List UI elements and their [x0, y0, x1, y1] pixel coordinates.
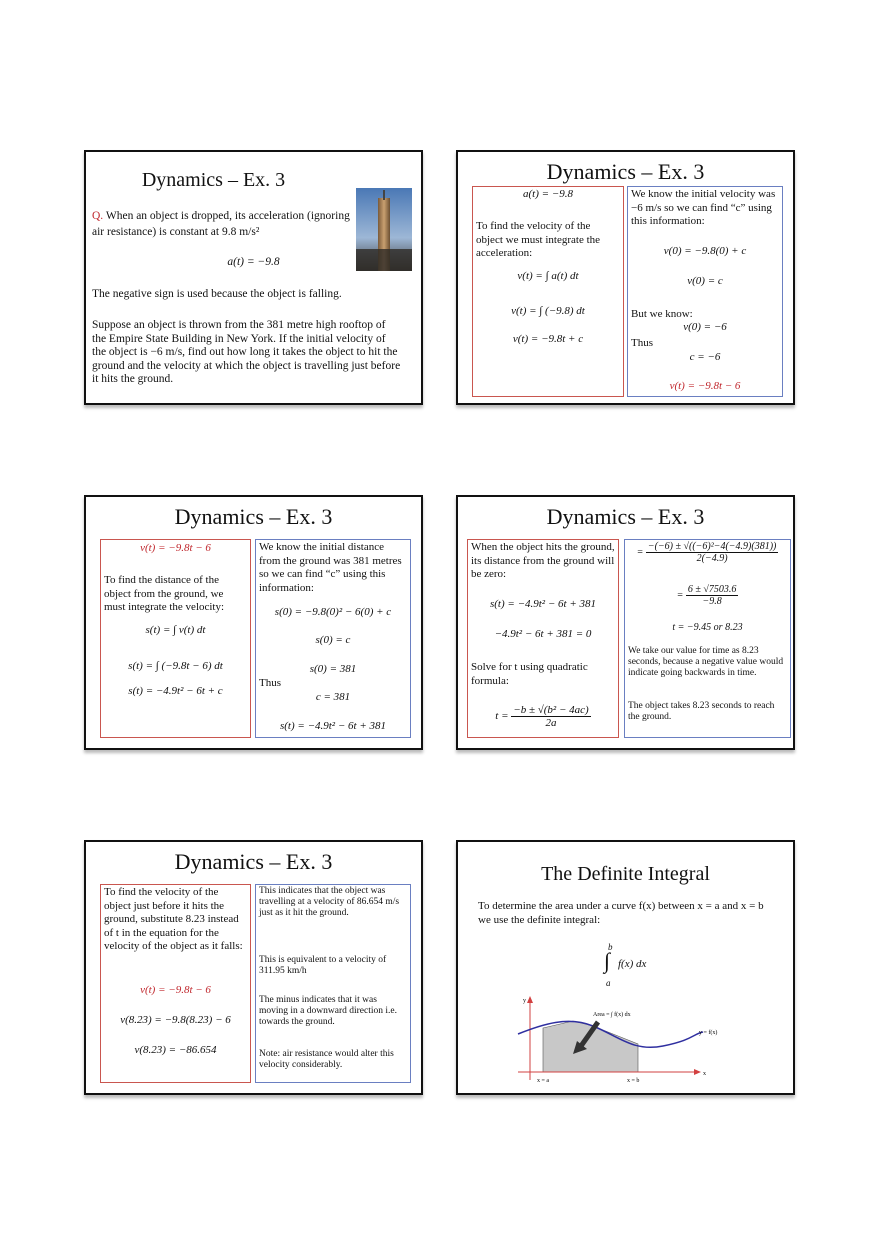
- acceleration-equation: a(t) = −9.8: [227, 256, 280, 268]
- explanation-text: When the object hits the ground, its distance from the ground will be zero:: [471, 541, 615, 580]
- left-panel: [467, 539, 619, 738]
- slide-1: [84, 150, 423, 405]
- slide-title: Dynamics – Ex. 3: [546, 159, 705, 184]
- equation: s(t) = −4.9t² − 6t + 381: [279, 720, 386, 732]
- explanation-text: We know the initial distance from the ground was 381 metres so we can find “c” using this information:: [259, 541, 402, 594]
- explanation-text: Thus: [631, 337, 653, 349]
- equation: s(t) = −4.9t² − 6t + c: [128, 685, 223, 697]
- slide-title: Dynamics – Ex. 3: [546, 504, 705, 529]
- left-panel: [100, 539, 251, 738]
- equation: v(8.23) = −86.654: [134, 1044, 217, 1056]
- numerator: −b ± √(b² − 4ac): [513, 704, 589, 716]
- numerator: −(−6) ± √((−6)²−4(−4.9)(381)): [647, 541, 777, 552]
- area-label: Area = ∫ f(x) dx: [593, 1012, 631, 1018]
- equation: t = −9.45 or 8.23: [672, 622, 743, 633]
- question-label: Q.: [92, 210, 104, 222]
- x-equals-a-label: x = a: [537, 1078, 550, 1084]
- left-panel: [472, 186, 624, 397]
- equation: v(t) = −9.8t − 6: [140, 984, 211, 996]
- definite-integral-formula: [602, 942, 662, 990]
- x-equals-b-label: x = b: [627, 1078, 640, 1084]
- equation: s(t) = −4.9t² − 6t + 381: [489, 598, 596, 610]
- explanation-text: To find the velocity of the object we must integrate the acceleration:: [476, 220, 601, 259]
- slide-title: The Definite Integral: [541, 863, 710, 885]
- equation: v(t) = −9.8t − 6: [140, 542, 211, 554]
- explanation-text: To determine the area under a curve f(x) between x = a and x = b we use the definite integral:: [478, 900, 764, 926]
- equation: [625, 541, 790, 564]
- slide-title: Dynamics – Ex. 3: [174, 849, 333, 874]
- upper-limit: b: [608, 942, 613, 952]
- right-panel: [255, 539, 411, 738]
- explanation-text: This is equivalent to a velocity of 311.95 km/h: [259, 955, 387, 976]
- left-panel: [100, 884, 251, 1083]
- equation: −4.9t² − 6t + 381 = 0: [494, 628, 592, 640]
- equation: v(t) = ∫ a(t) dt: [517, 270, 579, 282]
- equation-lhs: =: [676, 589, 684, 601]
- result-equation: v(t) = −9.8t − 6: [669, 380, 741, 392]
- slide-6: [456, 840, 795, 1095]
- area-under-curve-graph: [513, 994, 753, 1084]
- explanation-text: We know the initial velocity was −6 m/s so we can find “c” using this information:: [631, 188, 776, 227]
- equation: v(0) = −6: [683, 321, 727, 333]
- slide-3: [84, 495, 423, 750]
- question-text: When an object is dropped, its acceleration (ignoring air resistance) is constant at 9.8 m/s²: [92, 210, 350, 238]
- explanation-text: To find the distance of the object from the ground, we must integrate the velocity:: [104, 574, 225, 613]
- curve-label: y = f(x): [699, 1030, 718, 1036]
- integrand: f(x) dx: [618, 958, 647, 970]
- numerator: 6 ± √7503.6: [687, 584, 737, 595]
- slide-2: [456, 150, 795, 405]
- slide-5: [84, 840, 423, 1095]
- denominator: 2(−4.9): [696, 553, 728, 564]
- equation: v(t) = −9.8t + c: [512, 333, 584, 345]
- equation: v(0) = c: [687, 275, 723, 287]
- equation: v(8.23) = −9.8(8.23) − 6: [120, 1014, 231, 1026]
- integral-sign: ∫: [604, 948, 611, 973]
- equation: s(0) = 381: [309, 663, 357, 675]
- x-axis-label: x: [703, 1071, 706, 1077]
- equation: s(t) = ∫ v(t) dt: [145, 624, 206, 636]
- equation-lhs: t =: [495, 710, 509, 723]
- equation: a(t) = −9.8: [523, 188, 573, 200]
- equation: c = 381: [315, 691, 351, 703]
- denominator: 2a: [545, 717, 557, 729]
- explanation-text: We take our value for time as 8.23 seconds, because a negative value would indicate going backwards in time.: [628, 646, 784, 678]
- right-panel: [627, 186, 783, 397]
- explanation-text: The minus indicates that it was moving in a downward direction i.e. towards the ground.: [259, 995, 397, 1027]
- slide-title: Dynamics – Ex. 3: [141, 169, 286, 191]
- explanation-text: But we know:: [631, 308, 693, 320]
- equation-lhs: =: [636, 546, 644, 558]
- y-axis-label: y: [523, 998, 526, 1004]
- explanation-text: This indicates that the object was travelling at a velocity of 86.654 m/s just as it hit the ground.: [259, 886, 400, 918]
- equation: v(t) = ∫ (−9.8) dt: [511, 305, 585, 317]
- explanation-text: Solve for t using quadratic formula:: [471, 661, 588, 687]
- equation: s(t) = ∫ (−9.8t − 6) dt: [128, 660, 223, 672]
- right-panel: [624, 539, 791, 738]
- quadratic-formula: [468, 704, 618, 729]
- problem-paragraph: Suppose an object is thrown from the 381 metre high rooftop of the Empire State Building in New York. If the initial velocity of the object is −6 m/s, find out how long it takes the object to hit the ground and the velocity at which the object is travelling just before it hits the ground.: [92, 319, 401, 385]
- slide-4: [456, 495, 795, 750]
- lower-limit: a: [606, 978, 611, 988]
- equation: s(0) = c: [315, 634, 351, 646]
- slide-title: Dynamics – Ex. 3: [174, 504, 333, 529]
- right-panel: [255, 884, 411, 1083]
- equation: s(0) = −9.8(0)² − 6(0) + c: [274, 606, 392, 618]
- explanation-text: Note: air resistance would alter this velocity considerably.: [259, 1049, 394, 1070]
- denominator: −9.8: [702, 596, 722, 607]
- explanation-text: Thus: [259, 677, 281, 689]
- equation: [625, 584, 790, 607]
- equation: c = −6: [689, 351, 721, 363]
- explanation-text: To find the velocity of the object just before it hits the ground, substitute 8.23 instead of t in the equation for the velocity of the object as it falls:: [104, 886, 243, 952]
- equation: v(0) = −9.8(0) + c: [663, 245, 747, 257]
- explanation-text: The object takes 8.23 seconds to reach the ground.: [628, 701, 775, 722]
- negative-sign-note: The negative sign is used because the object is falling.: [92, 288, 342, 300]
